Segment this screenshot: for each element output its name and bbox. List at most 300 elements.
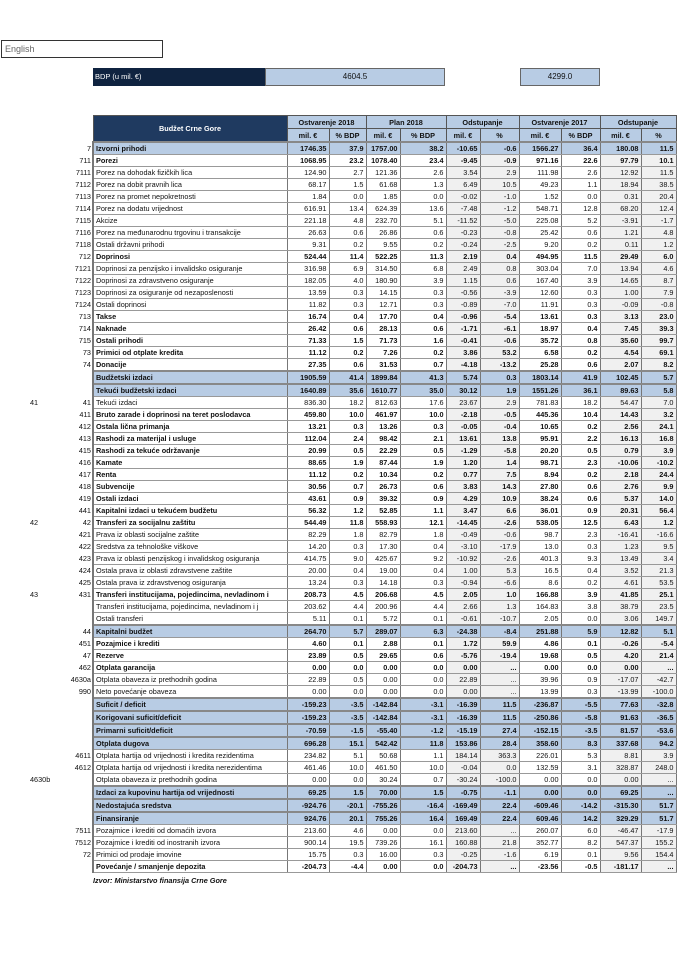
table-cell: 4.8: [329, 215, 366, 227]
row-code: 74: [82, 360, 91, 370]
table-cell: 232.70: [366, 215, 400, 227]
row-code: 7114: [75, 204, 91, 213]
table-cell: 1.6: [400, 335, 446, 347]
table-cell: 153.86: [446, 737, 480, 750]
table-cell: 12.92: [600, 167, 641, 179]
table-cell: 542.42: [366, 737, 400, 750]
table-cell: 5.72: [366, 613, 400, 626]
table-cell: -100.0: [480, 774, 519, 787]
column-header: % BDP: [561, 129, 600, 143]
row-label: Doprinosi za penzijsko i invalidsko osiguranje: [93, 263, 287, 275]
row-group-code: [0, 481, 62, 493]
table-cell: 38.79: [600, 601, 641, 613]
table-cell: 0.6: [329, 359, 366, 372]
table-cell: -32.8: [641, 698, 676, 711]
row-code: [62, 711, 93, 724]
table-cell: 6.0: [641, 251, 676, 263]
table-cell: 461.97: [366, 409, 400, 421]
table-row: [0, 167, 676, 179]
table-cell: 314.50: [366, 263, 400, 275]
table-row: [0, 433, 676, 445]
row-code: 415: [78, 446, 91, 455]
row-code: 441: [78, 506, 91, 515]
table-cell: 10.0: [400, 762, 446, 774]
table-cell: 21.3: [641, 565, 676, 577]
table-cell: 1.23: [600, 541, 641, 553]
row-code: 990: [78, 687, 91, 697]
table-cell: 4.6: [641, 263, 676, 275]
table-cell: 5.74: [446, 371, 480, 384]
table-cell: 0.00: [287, 774, 329, 787]
table-cell: 0.7: [400, 774, 446, 787]
table-cell: 19.5: [329, 837, 366, 849]
table-cell: 16.8: [641, 433, 676, 445]
table-cell: 180.90: [366, 275, 400, 287]
row-group-code: [0, 191, 62, 203]
table-row: [0, 837, 676, 849]
row-group-code: [0, 384, 62, 397]
table-cell: 5.7: [329, 625, 366, 638]
table-row: [0, 239, 676, 251]
table-cell: 4.5: [329, 589, 366, 601]
table-cell: -5.8: [480, 445, 519, 457]
table-cell: 9.20: [519, 239, 561, 251]
table-cell: -924.76: [287, 799, 329, 812]
table-cell: 0.4: [561, 565, 600, 577]
column-header: mil. €: [600, 129, 641, 143]
table-cell: -10.2: [641, 457, 676, 469]
table-cell: 2.88: [366, 638, 400, 650]
table-cell: 0.4: [400, 541, 446, 553]
table-cell: 2.66: [446, 601, 480, 613]
table-cell: 17.30: [366, 541, 400, 553]
row-label: Transferi institucijama, pojedincima, nevladinom i j: [93, 601, 287, 613]
table-row: [0, 529, 676, 541]
table-cell: 184.14: [446, 750, 480, 762]
table-cell: 13.59: [287, 287, 329, 299]
language-selector[interactable]: English: [1, 40, 163, 58]
table-cell: -55.40: [366, 724, 400, 737]
table-cell: 5.2: [561, 215, 600, 227]
table-cell: 13.94: [600, 263, 641, 275]
row-group-code: [0, 335, 62, 347]
table-cell: 70.00: [366, 786, 400, 799]
table-cell: 4.8: [641, 227, 676, 239]
table-cell: 9.31: [287, 239, 329, 251]
table-cell: 18.97: [519, 323, 561, 335]
table-cell: 3.4: [641, 553, 676, 565]
table-cell: 98.71: [519, 457, 561, 469]
table-cell: 1.5: [329, 179, 366, 191]
table-cell: -3.9: [480, 287, 519, 299]
table-cell: 0.2: [400, 239, 446, 251]
row-group-code: [0, 409, 62, 421]
table-cell: 0.00: [446, 662, 480, 674]
table-cell: -6.1: [480, 323, 519, 335]
table-cell: 0.2: [329, 469, 366, 481]
table-cell: -23.56: [519, 861, 561, 873]
table-row: [0, 384, 676, 397]
table-cell: -5.5: [561, 698, 600, 711]
table-cell: -0.09: [600, 299, 641, 311]
table-cell: 22.4: [480, 812, 519, 825]
table-cell: 43.61: [287, 493, 329, 505]
table-row: [0, 625, 676, 638]
table-cell: 27.35: [287, 359, 329, 372]
table-row: [0, 799, 676, 812]
table-cell: -0.5: [480, 409, 519, 421]
row-code: 42: [82, 518, 91, 527]
table-row: [0, 812, 676, 825]
table-cell: 0.2: [561, 347, 600, 359]
table-row: [0, 323, 676, 335]
table-cell: -0.8: [480, 227, 519, 239]
table-cell: -16.39: [446, 711, 480, 724]
table-cell: 182.05: [287, 275, 329, 287]
table-cell: 12.4: [641, 203, 676, 215]
group-header: Odstupanje: [446, 116, 519, 129]
table-cell: 0.6: [480, 275, 519, 287]
row-code: 422: [78, 542, 91, 551]
row-group-code: [0, 674, 62, 686]
table-cell: 26.86: [366, 227, 400, 239]
table-cell: -250.86: [519, 711, 561, 724]
table-cell: 89.63: [600, 384, 641, 397]
table-cell: ...: [480, 674, 519, 686]
table-cell: 0.1: [400, 613, 446, 626]
table-cell: 2.9: [480, 167, 519, 179]
table-row: [0, 505, 676, 517]
table-cell: 69.25: [600, 786, 641, 799]
table-cell: 13.6: [400, 203, 446, 215]
table-row: [0, 698, 676, 711]
table-cell: 2.05: [446, 589, 480, 601]
row-label: Ostali izdaci: [93, 493, 287, 505]
table-cell: 14.15: [366, 287, 400, 299]
row-group-code: [0, 359, 62, 372]
table-row: [0, 311, 676, 323]
row-label: Suficit / deficit: [93, 698, 287, 711]
table-cell: -204.73: [287, 861, 329, 873]
row-label: Izdaci za kupovinu hartija od vrijednosti: [93, 786, 287, 799]
table-cell: 82.79: [366, 529, 400, 541]
table-row: [0, 142, 676, 155]
table-cell: 26.63: [287, 227, 329, 239]
table-row: [0, 762, 676, 774]
column-header: mil. €: [287, 129, 329, 143]
table-cell: 2.18: [600, 469, 641, 481]
row-group-code: [0, 529, 62, 541]
row-label: Budžetski izdaci: [93, 371, 287, 384]
table-cell: 26.42: [287, 323, 329, 335]
table-cell: 0.1: [561, 638, 600, 650]
table-cell: 9.9: [641, 481, 676, 493]
table-cell: 20.99: [287, 445, 329, 457]
table-cell: 0.00: [519, 774, 561, 787]
table-row: [0, 409, 676, 421]
table-cell: 14.2: [561, 812, 600, 825]
table-cell: 5.7: [641, 371, 676, 384]
table-cell: 11.12: [287, 347, 329, 359]
table-cell: -53.6: [641, 724, 676, 737]
table-cell: -24.38: [446, 625, 480, 638]
table-cell: 0.0: [561, 662, 600, 674]
table-cell: 836.30: [287, 397, 329, 409]
table-cell: 1.85: [366, 191, 400, 203]
row-code: [62, 774, 93, 787]
table-cell: 0.4: [329, 311, 366, 323]
table-cell: 0.2: [329, 239, 366, 251]
table-cell: -0.89: [446, 299, 480, 311]
row-code: 7118: [75, 240, 91, 249]
row-group-code: [0, 711, 62, 724]
row-label: Otplata garancija: [93, 662, 287, 674]
table-row: [0, 335, 676, 347]
table-cell: 22.89: [446, 674, 480, 686]
table-cell: 155.2: [641, 837, 676, 849]
table-cell: -0.8: [641, 299, 676, 311]
row-label: Donacije: [93, 359, 287, 372]
table-cell: 15.1: [329, 737, 366, 750]
table-cell: ...: [480, 825, 519, 837]
row-code: 4611: [75, 751, 91, 760]
table-cell: 10.65: [519, 421, 561, 433]
table-cell: 1905.59: [287, 371, 329, 384]
table-cell: 0.2: [400, 347, 446, 359]
table-cell: 0.1: [561, 849, 600, 861]
table-cell: -3.10: [446, 541, 480, 553]
row-label: Porez na dodatu vrijednost: [93, 203, 287, 215]
table-cell: 781.83: [519, 397, 561, 409]
table-cell: 0.3: [561, 541, 600, 553]
table-cell: 95.91: [519, 433, 561, 445]
table-cell: 2.7: [329, 167, 366, 179]
table-cell: 0.00: [366, 686, 400, 699]
table-cell: 1.84: [287, 191, 329, 203]
row-label: Porez na promet nepokretnosti: [93, 191, 287, 203]
table-cell: -19.4: [480, 650, 519, 662]
group-header: Odstupanje: [600, 116, 676, 129]
table-cell: 459.80: [287, 409, 329, 421]
table-cell: -5.76: [446, 650, 480, 662]
table-cell: 11.4: [329, 251, 366, 263]
table-cell: -16.41: [600, 529, 641, 541]
table-cell: 6.9: [329, 263, 366, 275]
table-cell: -0.6: [480, 529, 519, 541]
table-cell: 3.9: [400, 275, 446, 287]
table-cell: 12.8: [561, 203, 600, 215]
table-cell: 1.00: [600, 287, 641, 299]
table-cell: 3.86: [446, 347, 480, 359]
row-code: 715: [78, 336, 91, 345]
table-cell: 3.13: [600, 311, 641, 323]
table-cell: 0.7: [400, 359, 446, 372]
table-cell: 28.4: [480, 737, 519, 750]
table-cell: 544.49: [287, 517, 329, 529]
table-cell: -0.41: [446, 335, 480, 347]
table-cell: 3.9: [561, 275, 600, 287]
table-cell: 6.58: [519, 347, 561, 359]
table-cell: 11.5: [561, 251, 600, 263]
table-cell: 13.8: [480, 433, 519, 445]
table-cell: 0.3: [561, 287, 600, 299]
table-cell: 41.4: [329, 371, 366, 384]
table-cell: 3.52: [600, 565, 641, 577]
row-group-code: [0, 849, 62, 861]
row-code: 431: [78, 590, 91, 599]
table-row: [0, 251, 676, 263]
table-cell: 51.7: [641, 812, 676, 825]
row-code: 711: [79, 156, 91, 165]
table-cell: 36.1: [561, 384, 600, 397]
table-cell: 2.76: [600, 481, 641, 493]
table-cell: -152.15: [519, 724, 561, 737]
table-cell: 0.3: [329, 287, 366, 299]
table-cell: -16.4: [400, 799, 446, 812]
row-label: Prava iz oblasti socijalne zaštite: [93, 529, 287, 541]
table-cell: 609.46: [519, 812, 561, 825]
table-cell: -46.47: [600, 825, 641, 837]
table-cell: 24.1: [641, 421, 676, 433]
table-cell: 0.5: [400, 445, 446, 457]
table-cell: -4.4: [329, 861, 366, 873]
table-cell: 524.44: [287, 251, 329, 263]
table-cell: 169.49: [446, 812, 480, 825]
table-cell: 8.2: [641, 359, 676, 372]
table-cell: 0.3: [561, 311, 600, 323]
table-cell: 25.28: [519, 359, 561, 372]
column-header: mil. €: [446, 129, 480, 143]
table-cell: 337.68: [600, 737, 641, 750]
table-cell: 10.34: [366, 469, 400, 481]
table-cell: -1.1: [480, 786, 519, 799]
table-cell: -0.04: [446, 762, 480, 774]
row-group-code: [0, 799, 62, 812]
table-cell: 1.72: [446, 638, 480, 650]
table-cell: -10.7: [480, 613, 519, 626]
table-cell: 0.5: [329, 445, 366, 457]
row-code: 47: [82, 651, 91, 660]
row-code: 7111: [75, 168, 91, 177]
table-cell: 0.4: [400, 565, 446, 577]
table-cell: 0.0: [400, 674, 446, 686]
table-cell: 13.4: [329, 203, 366, 215]
table-row: [0, 861, 676, 873]
table-cell: 23.0: [641, 311, 676, 323]
row-group-code: 42: [30, 518, 39, 527]
row-group-code: [0, 613, 62, 626]
table-cell: 11.3: [400, 251, 446, 263]
table-cell: 10.9: [480, 493, 519, 505]
table-cell: 9.2: [400, 553, 446, 565]
table-cell: 61.68: [366, 179, 400, 191]
table-cell: 0.1: [400, 638, 446, 650]
table-row: [0, 215, 676, 227]
table-cell: 20.00: [287, 565, 329, 577]
table-cell: 19.68: [519, 650, 561, 662]
table-row: [0, 589, 676, 601]
table-row: [0, 179, 676, 191]
table-cell: 0.0: [400, 662, 446, 674]
row-code: 419: [78, 494, 91, 503]
table-cell: 0.2: [561, 421, 600, 433]
table-cell: 30.12: [446, 384, 480, 397]
row-label: Bruto zarade i doprinosi na teret poslodavca: [93, 409, 287, 421]
table-cell: -0.94: [446, 577, 480, 589]
table-row: [0, 347, 676, 359]
row-code: 7121: [74, 264, 91, 273]
table-cell: 91.63: [600, 711, 641, 724]
row-group-code: [0, 553, 62, 565]
column-header: mil. €: [519, 129, 561, 143]
row-group-code: [0, 686, 62, 699]
table-cell: 0.8: [480, 263, 519, 275]
row-group-code: [0, 287, 62, 299]
table-cell: 87.44: [366, 457, 400, 469]
row-group-code: [0, 239, 62, 251]
table-cell: 0.7: [329, 481, 366, 493]
row-code: 417: [78, 470, 91, 479]
table-cell: 102.45: [600, 371, 641, 384]
row-label: Nedostajuća sredstva: [93, 799, 287, 812]
table-cell: 9.3: [561, 553, 600, 565]
table-cell: 22.4: [480, 799, 519, 812]
table-cell: 0.00: [600, 662, 641, 674]
table-cell: ...: [480, 861, 519, 873]
table-row: [0, 825, 676, 837]
table-cell: 316.98: [287, 263, 329, 275]
row-code: [62, 786, 93, 799]
row-label: Sredstva za tehnološke viškove: [93, 541, 287, 553]
table-cell: 5.37: [600, 493, 641, 505]
table-cell: 6.8: [400, 263, 446, 275]
table-cell: 11.5: [480, 711, 519, 724]
group-header: Plan 2018: [366, 116, 446, 129]
table-cell: 41.85: [600, 589, 641, 601]
table-cell: 548.71: [519, 203, 561, 215]
table-cell: 2.9: [480, 397, 519, 409]
table-cell: 328.87: [600, 762, 641, 774]
table-cell: -0.56: [446, 287, 480, 299]
table-row: [0, 613, 676, 626]
table-cell: 27.4: [480, 724, 519, 737]
row-label: Renta: [93, 469, 287, 481]
table-row: [0, 638, 676, 650]
table-cell: 1.4: [480, 457, 519, 469]
table-cell: 5.1: [400, 215, 446, 227]
table-cell: 30.24: [366, 774, 400, 787]
table-cell: 0.3: [329, 577, 366, 589]
table-cell: 1.9: [400, 457, 446, 469]
row-code: 7124: [74, 300, 91, 309]
table-cell: 1.3: [480, 601, 519, 613]
table-cell: -1.5: [329, 724, 366, 737]
row-group-code: [0, 263, 62, 275]
table-cell: 812.63: [366, 397, 400, 409]
table-cell: 1566.27: [519, 142, 561, 155]
table-cell: -36.5: [641, 711, 676, 724]
row-group-code: [0, 650, 62, 662]
row-label: Prava iz oblasti penzijskog i invalidskog osiguranja: [93, 553, 287, 565]
table-cell: 0.0: [561, 613, 600, 626]
table-row: [0, 481, 676, 493]
row-code: [62, 384, 93, 397]
table-cell: 0.3: [329, 299, 366, 311]
table-cell: 38.24: [519, 493, 561, 505]
row-code: 462: [78, 663, 91, 672]
table-cell: -3.5: [329, 698, 366, 711]
table-cell: 0.6: [329, 323, 366, 335]
